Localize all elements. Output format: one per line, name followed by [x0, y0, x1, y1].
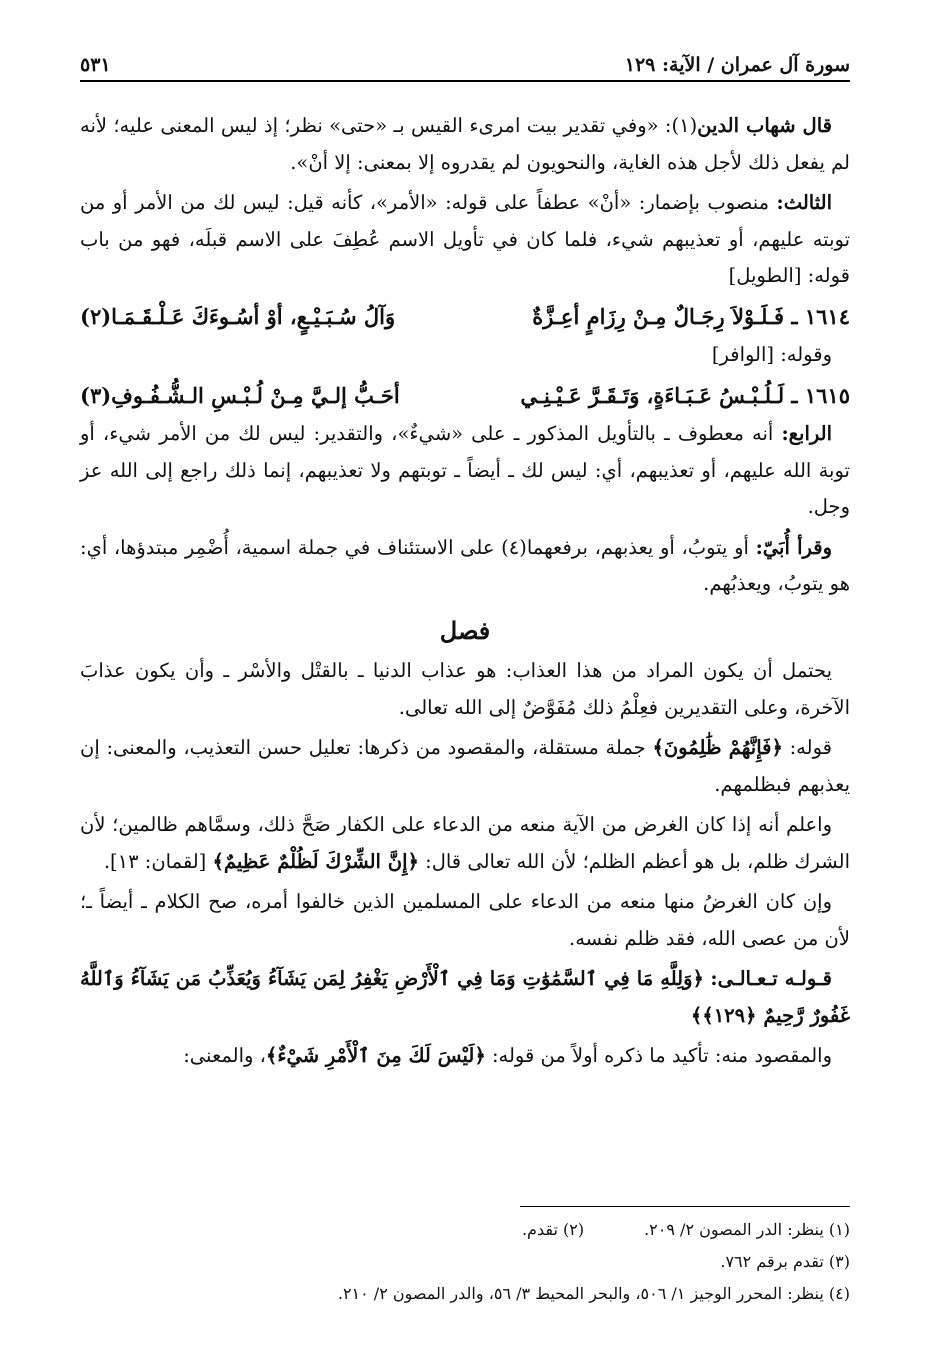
paragraph-6: يحتمل أن يكون المراد من هذا العذاب: هو عذاب الدنيا ـ بالقتْل والأسْر ـ وأن يكون عذابَ الآخرة، وعلى التقديرين فعِلْمُ ذلك مُفَوَّضٌ إلى الله تعالى.: [80, 659, 850, 719]
page-number: ٥٣١: [80, 54, 111, 76]
paragraph-10-pre: قـولـه تـعـالـى:: [710, 967, 832, 990]
section-heading: فصل: [439, 615, 491, 645]
paragraph-8-ref: [لقمان: ١٣].: [103, 849, 207, 873]
paragraph-1-text: (١): «وفي تقدير بيت امرىء القيس بـ «حتى» نظر؛ إذ ليس المعنى عليه؛ لأنه لم يفعل ذلك لأجل هذه الغاية، والنحويون لم يقدروه إلا بمعنى: إلا أنْ».: [80, 114, 850, 174]
paragraph-4-lead: الرابع:: [781, 422, 833, 445]
paragraph-5-lead: وقرأ أُبَيّ:: [755, 535, 833, 559]
quran-quote-2: ﴿إِنَّ الشِّرْكَ لَظُلْمٌ عَظِيمٌ﴾: [212, 849, 419, 873]
paragraph-7-text: جملة مستقلة، والمقصود من ذكرها: تعليل حسن التعذيب، والمعنى: إن يعذبهم فبظلمهم.: [80, 736, 850, 796]
paragraph-2: [80, 185, 850, 295]
paragraph-4-text: أنه معطوف ـ بالتأويل المذكور ـ على «شيءٌ»، والتقدير: ليس لك من الأمر شيء، أو توبة الله عليهم، أو تعذيبهم، أي: ليس لك ـ أيضاً ـ توبتهم ولا تعذيبهم، إنما ذلك راجع إلى الله عز وجل.: [80, 422, 850, 518]
paragraph-5: [80, 530, 850, 603]
footnotes: [80, 1214, 850, 1310]
paragraph-11-post: ، والمعنى:: [183, 1044, 266, 1067]
footnote-row-1: [80, 1214, 850, 1246]
verse-1614-second-hemistich: وَآلُ سُـبَـيْـعٍ، أوْ أسُـوءَكَ عَـلْـقَـمَـا(٢): [80, 303, 396, 329]
footnote-1: (١) ينظر: الدر المصون ٢/ ٢٠٩.: [644, 1220, 850, 1239]
paragraph-5-text: أو يتوبُ، أو يعذبهم، برفعهما(٤) على الاستئناف في جملة اسمية، أُضْمِر مبتدؤها، أي: هو يتوبُ، ويعذبُهم.: [80, 535, 850, 595]
paragraph-4: [80, 416, 850, 526]
quran-verse-129: ﴿وَلِلَّهِ مَا فِي ٱلسَّمَٰوَٰتِ وَمَا فِي ٱلْأَرْضِ يَغْفِرُ لِمَن يَشَآءُ وَيُعَذِّبُ مَن يَشَآءُ وَٱللَّهُ غَفُورٌ رَّحِيمٌ ﴿١٢٩﴾﴾: [80, 967, 850, 1027]
header-title: سورة آل عمران / الآية: ١٢٩: [624, 54, 850, 76]
paragraph-2-lead: الثالث:: [776, 191, 832, 214]
footnote-separator: [520, 1206, 850, 1207]
paragraph-7: [80, 730, 850, 803]
paragraph-1: [80, 108, 850, 181]
quran-quote-3: ﴿لَيْسَ لَكَ مِنَ ٱلْأَمْرِ شَيْءٌ﴾: [265, 1044, 486, 1067]
page-body: [80, 108, 850, 1079]
paragraph-2-text: منصوب بإضمار: «أنْ» عطفاً على قوله: «الأمر»، كأنه قيل: ليس لك من الأمر أو من توبته عليهم، أو تعذيبهم شيء، فلما كان في تأويل الاسم عُطِفَ على الاسم قبلَه، فهو من باب قوله: [الطويل]: [80, 191, 850, 287]
paragraph-10: [80, 961, 850, 1034]
verse-1615-second-hemistich: أحَـبُّ إلـيَّ مِـنْ لُـبْـسِ الـشُّـفُـوفِ(٣): [80, 382, 400, 408]
footnote-3: (٣) تقدم برقم ٧٦٢.: [720, 1252, 850, 1271]
paragraph-8-text: واعلم أنه إذا كان الغرض من الآية منعه من الدعاء على الكفار صَحَّ ذلك، وسمَّاهم ظالمين؛ لأن الشرك ظلم، بل هو أعظم الظلم؛ لأن الله تعالى قال:: [80, 813, 850, 873]
footnote-2: (٢) تقدم.: [521, 1220, 585, 1239]
poetry-verse-1615: [80, 378, 850, 415]
verse-1614-first-hemistich: ١٦١٤ ـ فَـلَـوْلاَ رِجَـالٌ مِـنْ رِزَامٍ أعِـزَّةٌ: [532, 303, 850, 329]
paragraph-11: [80, 1038, 850, 1075]
verse-1615-first-hemistich: ١٦١٥ ـ لَـلُـبْـسُ عَـبَـاءَةٍ، وَتَـقَـرَّ عَـيْـنِـي: [520, 382, 850, 408]
paragraph-3: وقوله: [الوافر]: [711, 343, 832, 366]
poetry-verse-1614: [80, 299, 850, 336]
paragraph-9: وإن كان الغرضُ منها منعه من الدعاء على المسلمين الذين خالفوا أمره، صح الكلام ـ أيضاً ـ؛ لأن من عصى الله، فقد ظلم نفسه.: [80, 890, 850, 950]
paragraph-7-pre: قوله:: [789, 736, 832, 759]
running-header: [80, 44, 850, 82]
quran-quote-1: ﴿فَإِنَّهُمْ ظَٰلِمُونَ﴾: [652, 736, 783, 759]
footnote-4: (٤) ينظر: المحرر الوجيز ١/ ٥٠٦، والبحر المحيط ٣/ ٥٦، والدر المصون ٢/ ٢١٠.: [337, 1284, 850, 1303]
paragraph-8: [80, 807, 850, 880]
paragraph-1-lead: قال شهاب الدين: [697, 114, 832, 137]
paragraph-11-pre: والمقصود منه: تأكيد ما ذكره أولاً من قوله:: [491, 1044, 832, 1067]
